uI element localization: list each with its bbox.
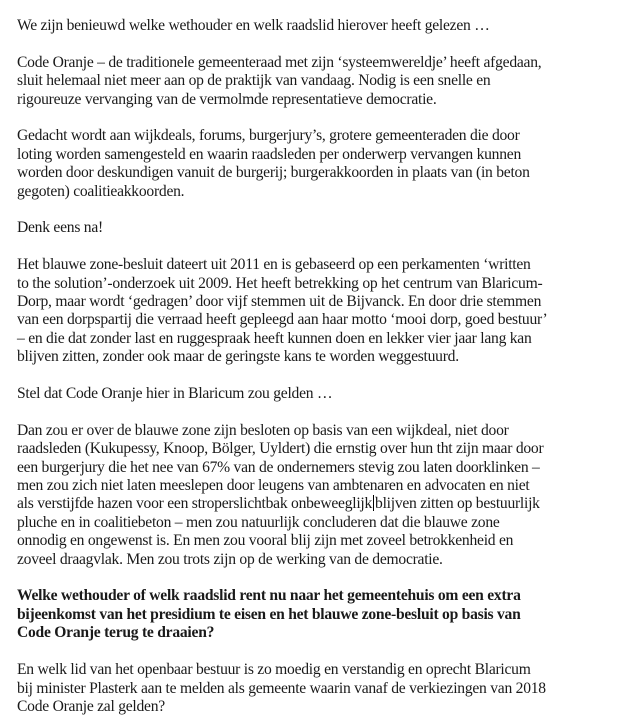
text-line: worden door deskundigen vanuit de burgerij; burgerakkoorden in plaats van (in beton [17, 164, 530, 182]
text-before-caret: als verstijfde hazen voor een stroperslichtbak onbeweeglijk [17, 495, 373, 513]
paragraph-dan-zou [17, 422, 622, 569]
text-line: loting worden samengesteld en waarin raadsleden per onderwerp vervangen kunnen [17, 145, 521, 163]
paragraph-denk-na [17, 219, 622, 237]
text-line: Code Oranje – de traditionele gemeenteraad met zijn ‘systeemwereldje’ heeft afgedaan, [17, 53, 542, 71]
text-line: Code Oranje zal gelden? [17, 697, 165, 715]
paragraph-stel-dat [17, 385, 622, 403]
text-line: een burgerjury die het nee van 67% van de ondernemers stevig zou laten doorklinken – [17, 458, 540, 476]
text-line: rigoureuze vervanging van de vermolmde representatieve democratie. [17, 90, 437, 108]
text-line: bij minister Plasterk aan te melden als gemeente waarin vanaf de verkiezingen van 2018 [17, 679, 546, 697]
paragraph-closing-question [17, 661, 622, 716]
text-line: raadsleden (Kukupessy, Knoop, Bölger, Uyldert) die ernstig over hun tht zijn maar door [17, 440, 544, 458]
text-line: men zou zich niet laten meeslepen door leugens van ambtenaren en advocaten en niet [17, 477, 530, 495]
text-line: to the solution’-onderzoek uit 2009. Het heeft betrekking op het centrum van Blaricum- [17, 274, 543, 292]
text-line-with-caret [17, 495, 622, 513]
text-line: bijeenkomst van het presidium te eisen en het blauwe zone-besluit op basis van [17, 605, 521, 623]
text-line: Stel dat Code Oranje hier in Blaricum zou gelden … [17, 385, 333, 403]
text-line: onnodig en ongewenst is. En men zou vooral blij zijn met zoveel betrokkenheid en [17, 532, 514, 550]
text-line: gegoten) coalitieakkoorden. [17, 182, 185, 200]
text-line: blijven zitten, zonder ook maar de geringste kans te worden weggestuurd. [17, 348, 459, 366]
text-line: zoveel draagvlak. Men zou trots zijn op de werking van de democratie. [17, 550, 443, 568]
text-line: Welke wethouder of welk raadslid rent nu naar het gemeentehuis om een extra [17, 587, 521, 605]
text-line: Dan zou er over de blauwe zone zijn besloten op basis van een wijkdeal, niet door [17, 421, 509, 439]
text-line: Code Oranje terug te draaien? [17, 624, 215, 642]
text-line: van een dorpspartij die verraad heeft gepleegd aan haar motto ‘mooi dorp, goed bestuur’ [17, 311, 548, 329]
text-line: Denk eens na! [17, 219, 103, 237]
text-line: Het blauwe zone-besluit dateert uit 2011 en is gebaseerd op een perkamenten ‘written [17, 256, 531, 274]
paragraph-intro [17, 17, 622, 35]
text-line: We zijn benieuwd welke wethouder en welk raadslid hierover heeft gelezen … [17, 17, 490, 34]
paragraph-gedacht [17, 127, 622, 201]
text-after-caret: blijven zitten op bestuurlijk [375, 495, 540, 513]
text-line: sluit helemaal niet meer aan op de praktijk van vandaag. Nodig is een snelle en [17, 72, 491, 90]
text-line: – en die dat zonder last en ruggespraak heeft kunnen doen en lekker vier jaar lang kan [17, 329, 532, 347]
paragraph-code-oranje [17, 54, 622, 109]
text-line: Dorp, maar wordt ‘gedragen’ door vijf stemmen uit de Bijvanck. En door drie stemmen [17, 293, 542, 311]
text-cursor [373, 495, 374, 511]
paragraph-blauwe-zone [17, 256, 622, 366]
text-line: Gedacht wordt aan wijkdeals, forums, burgerjury’s, grotere gemeenteraden die door [17, 127, 520, 145]
paragraph-question-bold [17, 587, 622, 642]
text-line: pluche en in coalitiebeton – men zou natuurlijk concluderen dat die blauwe zone [17, 513, 500, 531]
text-line: En welk lid van het openbaar bestuur is zo moedig en verstandig en oprecht Blaricum [17, 661, 531, 679]
